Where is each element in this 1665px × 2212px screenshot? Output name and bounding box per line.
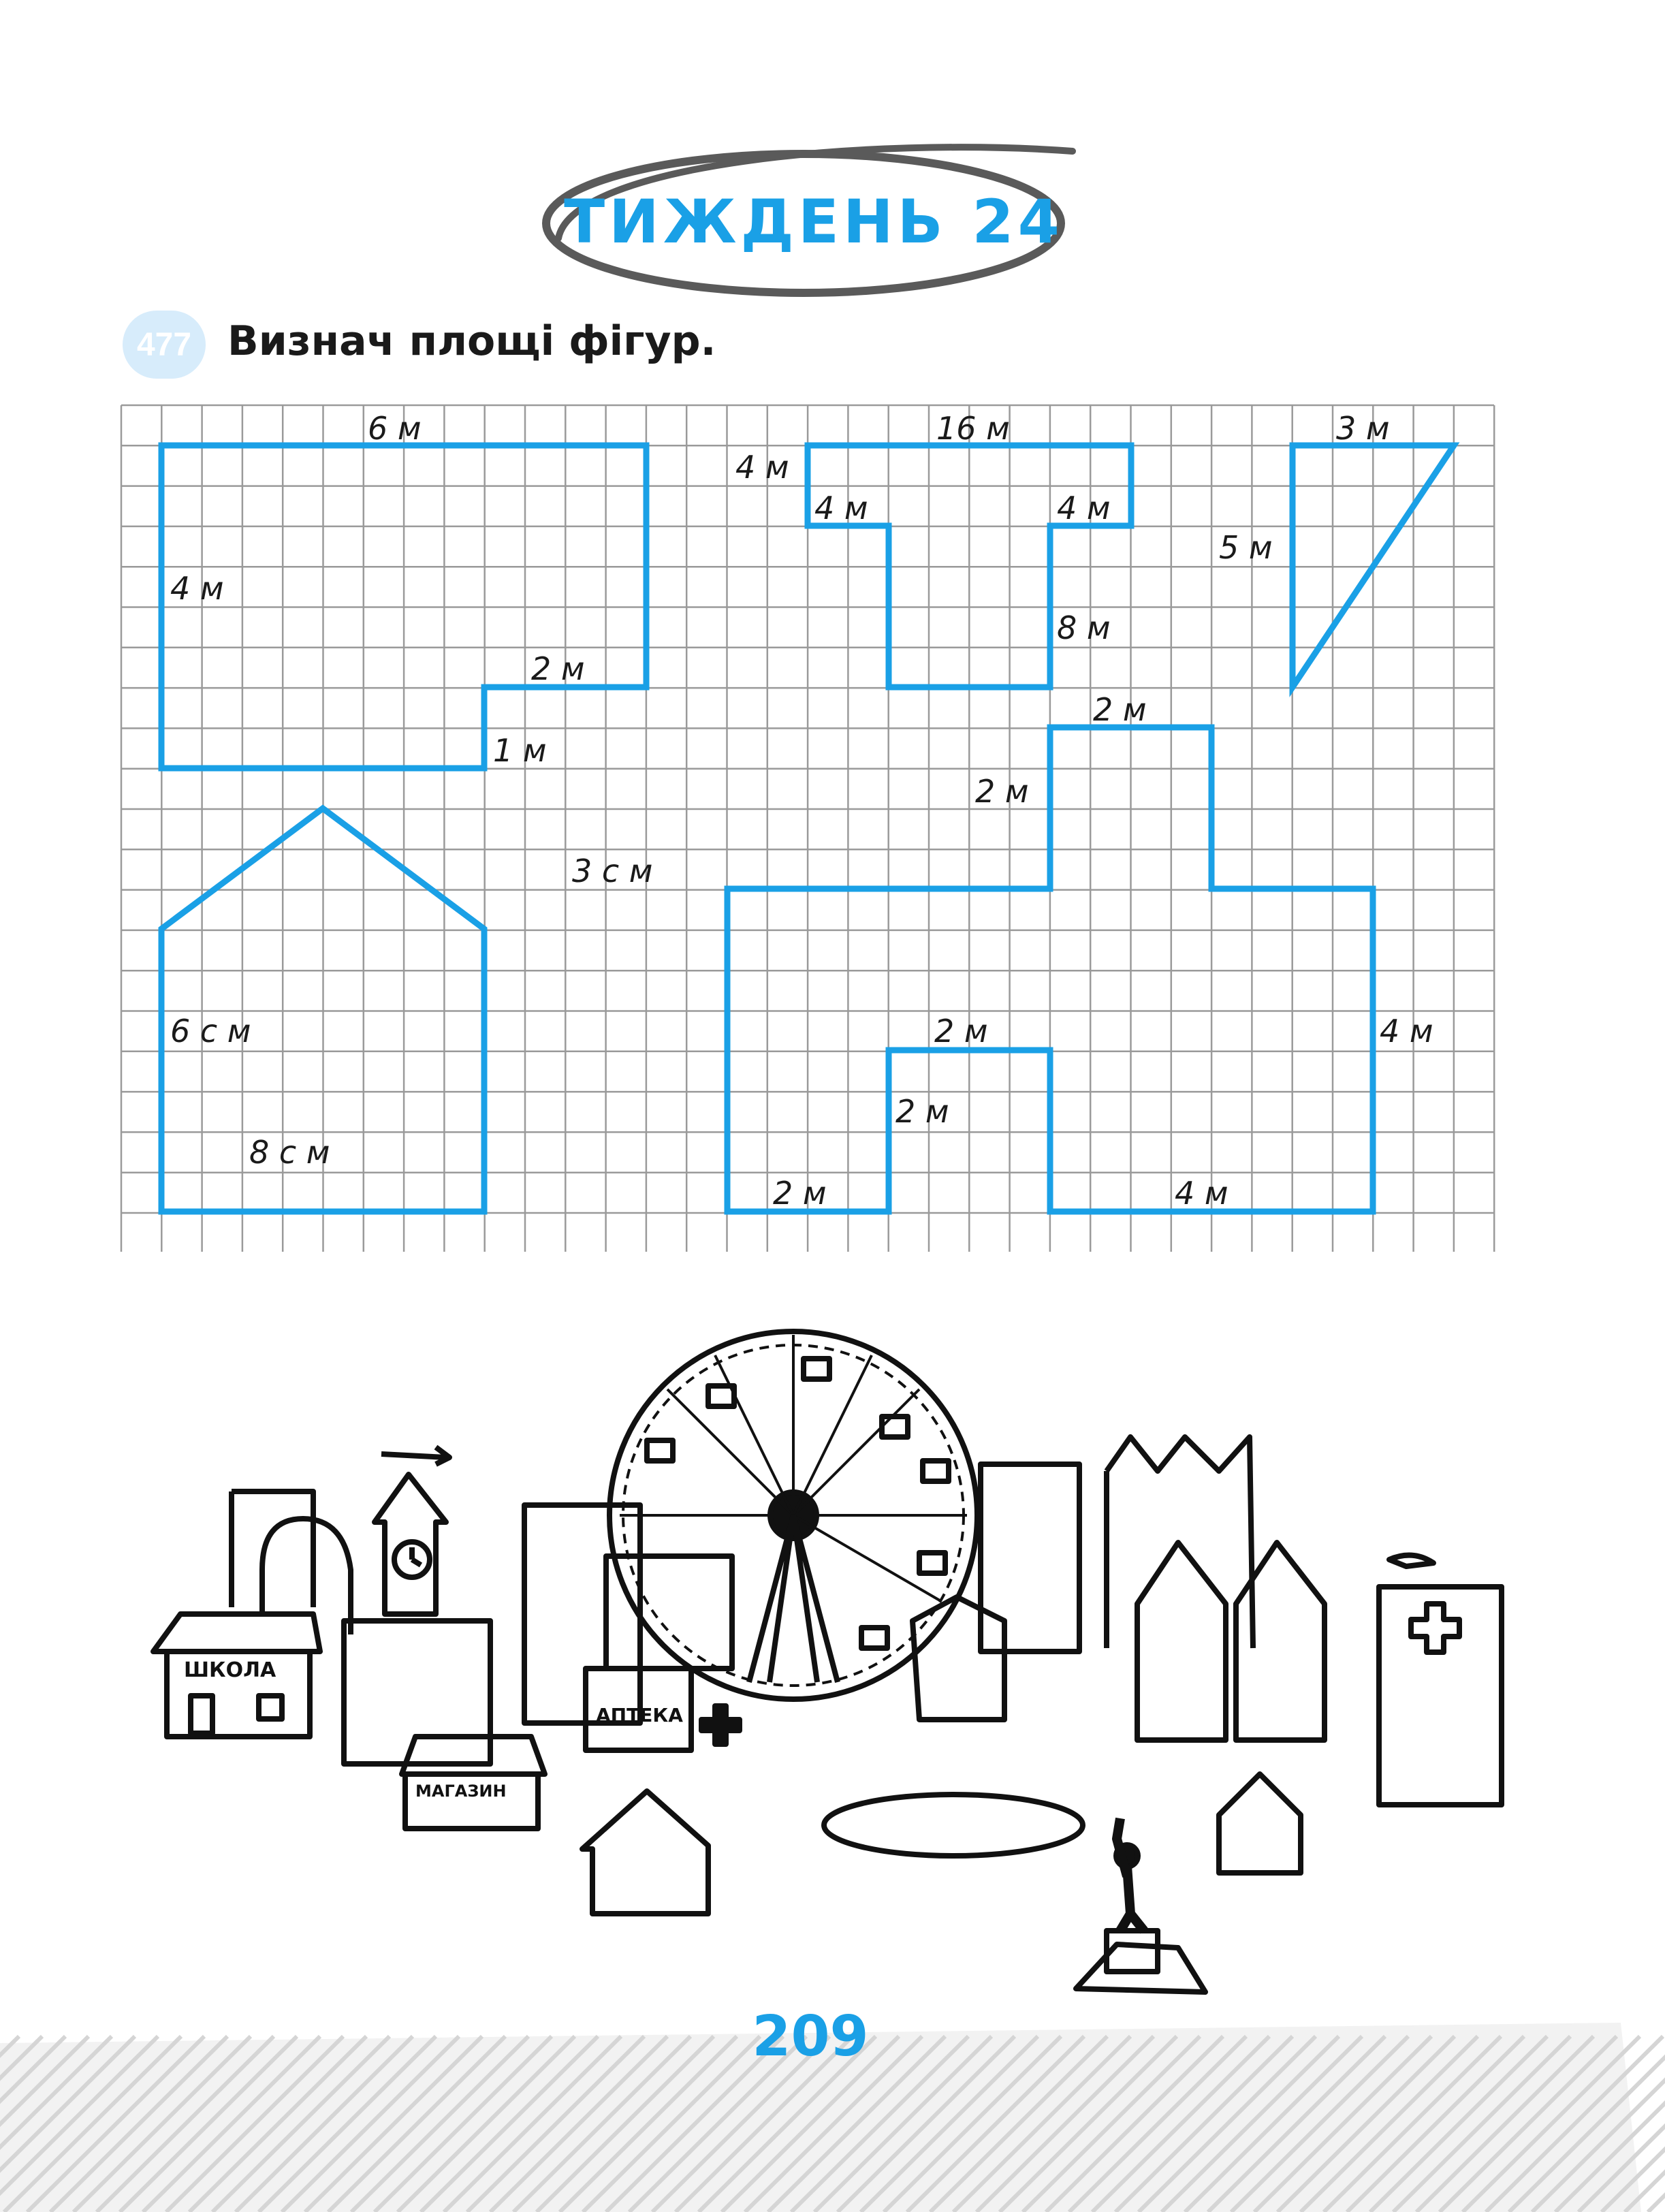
helicopter-icon xyxy=(1389,1555,1433,1566)
school-sign: ШКОЛА xyxy=(184,1658,276,1682)
page-number: 209 xyxy=(752,2004,869,2069)
fig2-label-left: 4 м xyxy=(735,449,789,486)
pharmacy-cross-icon xyxy=(701,1706,740,1744)
office-building-icon xyxy=(344,1621,490,1764)
fig2-label-stem: 8 м xyxy=(1057,610,1111,646)
fig4-label-bottom: 8 с м xyxy=(249,1134,330,1171)
round-windows-building-icon xyxy=(981,1464,1079,1652)
fig1-label-step-top: 2 м xyxy=(531,650,585,687)
fig5-label-notch-top: 2 м xyxy=(934,1013,988,1049)
task-number-badge: 477 xyxy=(123,311,206,379)
clock-tower-icon xyxy=(375,1447,449,1614)
shop-sign: МАГАЗИН xyxy=(415,1782,507,1801)
small-house-icon xyxy=(913,1597,1004,1720)
ferris-wheel-icon xyxy=(609,1331,977,1699)
hospital-building-icon xyxy=(1379,1587,1502,1805)
fig2-label-arm-right: 4 м xyxy=(1057,490,1111,526)
page-title: ТИЖДЕНЬ 24 xyxy=(564,186,1064,257)
fig5-label-bottom-left: 2 м xyxy=(773,1175,827,1212)
fig4-label-middle: 3 с м xyxy=(572,853,653,889)
tower-building-icon xyxy=(232,1491,313,1607)
fig2-label-arm-left: 4 м xyxy=(814,490,868,526)
pharmacy-sign: АПТЕКА xyxy=(596,1704,683,1726)
fig5-label-right: 4 м xyxy=(1380,1013,1433,1049)
fig5-label-notch-side: 2 м xyxy=(895,1093,949,1130)
fig1-label-left: 4 м xyxy=(170,570,224,607)
pond-icon xyxy=(824,1795,1083,1856)
fig5-label-upper-left: 2 м xyxy=(975,773,1029,810)
fig1-label-top: 6 м xyxy=(368,410,422,447)
statue-icon xyxy=(1076,1818,1205,1992)
apartment-building-icon xyxy=(524,1505,640,1723)
fig4-label-left: 6 с м xyxy=(170,1013,251,1049)
fig3-label-left: 5 м xyxy=(1219,529,1273,566)
fig5-label-top: 2 м xyxy=(1093,691,1147,728)
cottage-house-icon xyxy=(582,1791,708,1914)
fig2-label-top: 16 м xyxy=(936,410,1010,447)
fig1-label-step-side: 1 м xyxy=(493,732,547,769)
fig5-label-bottom-right: 4 м xyxy=(1175,1175,1228,1212)
task-instruction: Визнач площі фігур. xyxy=(227,317,716,365)
fig3-label-top: 3 м xyxy=(1336,410,1390,447)
